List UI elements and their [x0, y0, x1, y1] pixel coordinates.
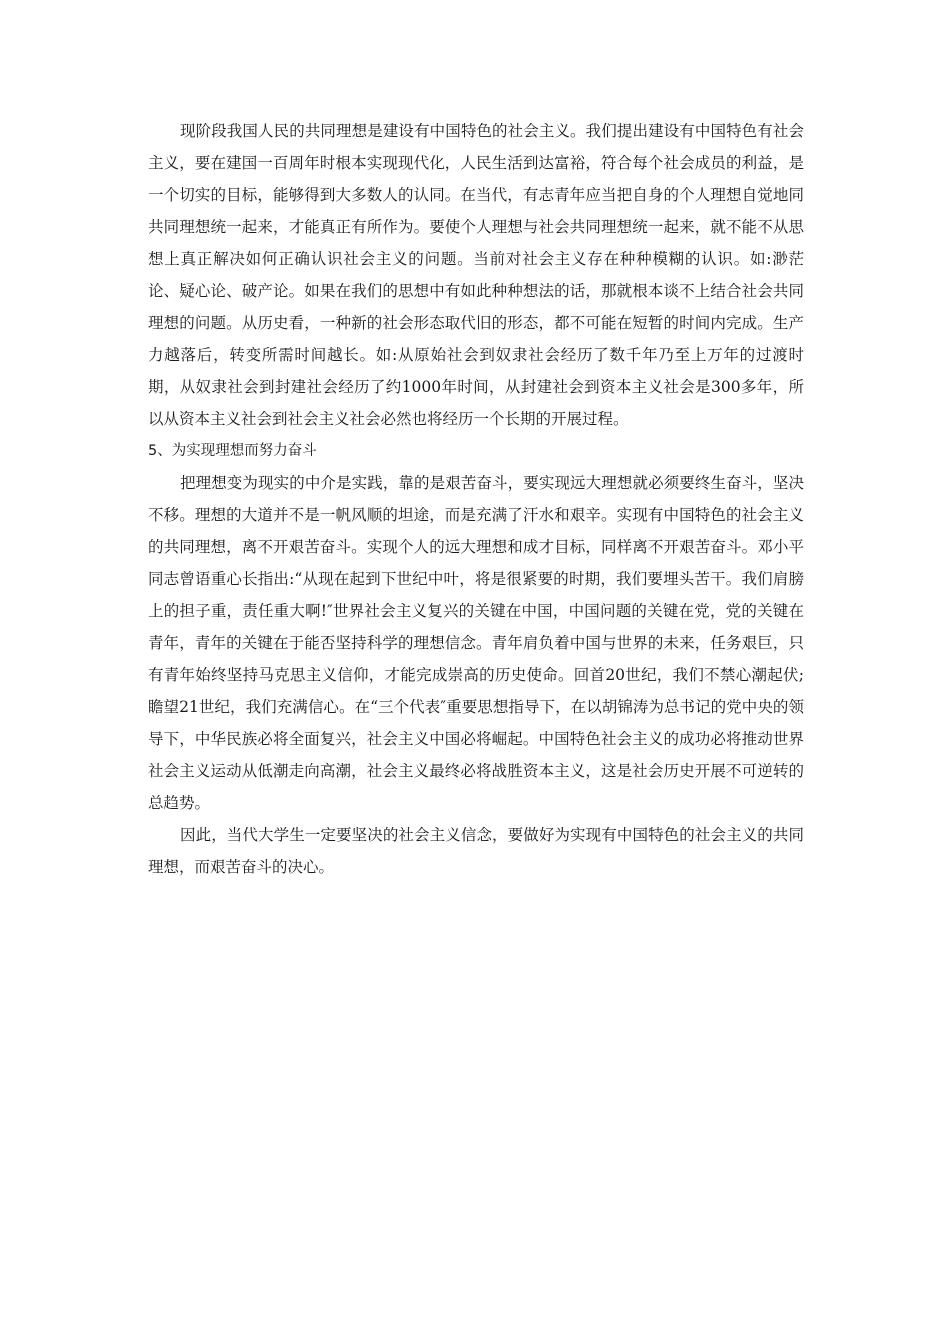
section-heading: 5、为实现理想而努力奋斗 — [148, 443, 317, 459]
paragraph-common-ideal: 现阶段我国人民的共同理想是建设有中国特色的社会主义。我们提出建设有中国特色有社会主义，要在建国一百周年时根本实现现代化，人民生活到达富裕，符合每个社会成员的利益，是一个切实的目标，能够得到大多数人的认同。在当代，有志青年应当把自身的个人理想自觉地同共同理想统一起来，才能真正有所作为。要使个人理想与社会共同理想统一起来，就不能不从思想上真正解决如何正确认识社会主义的问题。当前对社会主义存在种种模糊的认识。如:渺茫论、疑心论、破产论。如果在我们的思想中有如此种种想法的话，那就根本谈不上结合社会共同理想的问题。从历史看，一种新的社会形态取代旧的形态，都不可能在短暂的时间内完成。生产力越落后，转变所需时间越长。如:从原始社会到奴隶社会经历了数千年乃至上万年的过渡时期，从奴隶社会到封建社会经历了约1000年时间，从封建社会到资本主义社会是300多年，所以从资本主义社会到社会主义社会必然也将经历一个长期的开展过程。 — [148, 122, 804, 428]
paragraph-conclusion: 因此，当代大学生一定要坚决的社会主义信念，要做好为实现有中国特色的社会主义的共同理想，而艰苦奋斗的决心。 — [148, 826, 804, 876]
paragraph-struggle: 把理想变为现实的中介是实践，靠的是艰苦奋斗，要实现远大理想就必须要终生奋斗，坚决不移。理想的大道并不是一帆风顺的坦途，而是充满了汗水和艰辛。实现有中国特色的社会主义的共同理想，离不开艰苦奋斗。实现个人的远大理想和成才目标，同样离不开艰苦奋斗。邓小平同志曾语重心长指出:“从现在起到下世纪中叶，将是很紧要的时期，我们要埋头苦干。我们肩膀上的担子重，责任重大啊!″世界社会主义复兴的关键在中国，中国问题的关键在党，党的关键在青年，青年的关键在于能否坚持科学的理想信念。青年肩负着中国与世界的未来，任务艰巨，只有青年始终坚持马克思主义信仰，才能完成崇高的历史使命。回首20世纪，我们不禁心潮起伏;瞻望21世纪，我们充满信心。在“三个代表″重要思想指导下，在以胡锦涛为总书记的党中央的领导下，中华民族必将全面复兴，社会主义中国必将崛起。中国特色社会主义的成功必将推动世界社会主义运动从低潮走向高潮，社会主义最终必将战胜资本主义，这是社会历史开展不可逆转的总趋势。 — [148, 474, 804, 812]
document-body — [148, 115, 804, 883]
